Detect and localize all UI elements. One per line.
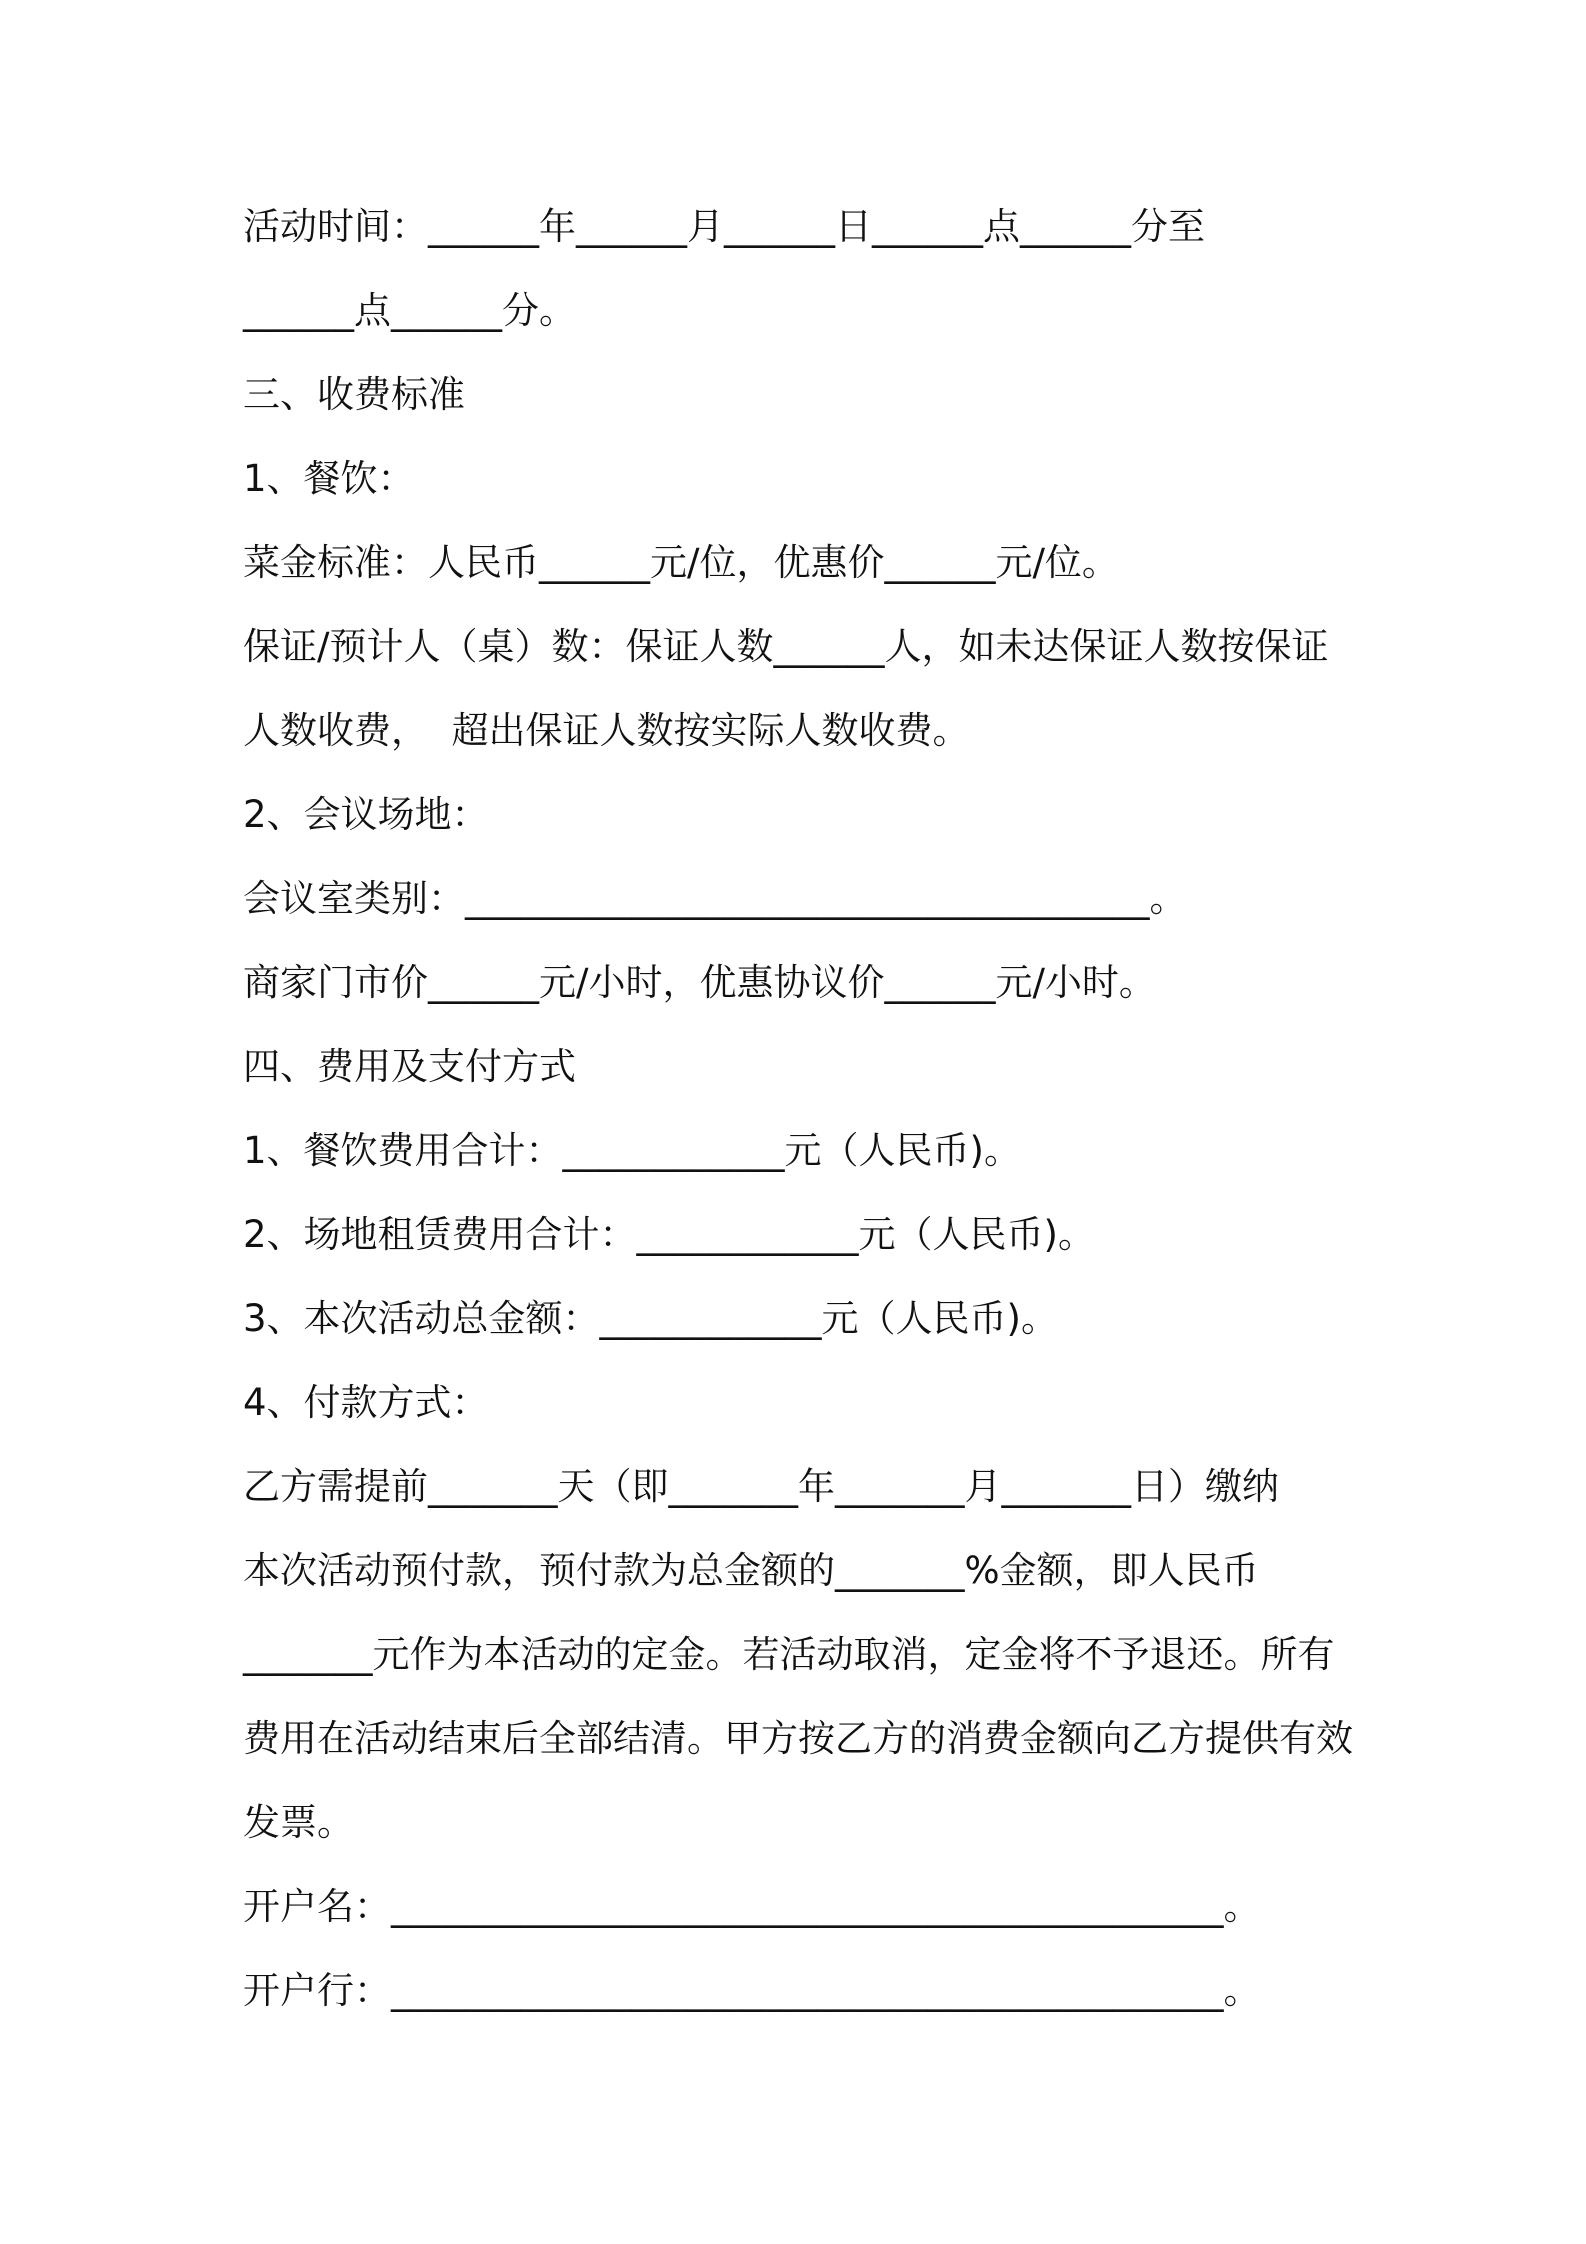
event-total-line: 3、本次活动总金额：____________元（人民币)。	[243, 1297, 1058, 1340]
meeting-room-type-line: 会议室类别：_____________________________________。	[243, 877, 1187, 920]
subheading-meeting-venue: 2、会议场地：	[243, 793, 489, 836]
room-price-line: 商家门市价______元/小时，优惠协议价______元/小时。	[243, 961, 1156, 1004]
account-name-line: 开户名：_____________________________________________。	[243, 1885, 1261, 1928]
activity-time-end-line: ______点______分。	[243, 289, 576, 332]
bank-name-line: 开户行：_____________________________________________。	[243, 1969, 1261, 2012]
venue-total-line: 2、场地租赁费用合计：____________元（人民币)。	[243, 1213, 1095, 1256]
subheading-catering: 1、餐饮：	[243, 457, 415, 500]
guarantee-count-line: 保证/预计人（桌）数：保证人数______人，如未达保证人数按保证	[243, 625, 1329, 668]
guarantee-count-line-cont: 人数收费， 超出保证人数按实际人数收费。	[243, 709, 970, 752]
payment-paragraph-line-3: _______元作为本活动的定金。若活动取消，定金将不予退还。所有	[243, 1633, 1335, 1676]
section-heading-fees: 三、收费标准	[243, 373, 465, 416]
payment-paragraph-line-5: 发票。	[243, 1801, 354, 1844]
payment-paragraph-line-1: 乙方需提前_______天（即_______年_______月_______日）缴纳	[243, 1465, 1279, 1508]
payment-paragraph-line-2: 本次活动预付款，预付款为总金额的_______%金额，即人民币	[243, 1549, 1259, 1592]
catering-total-line: 1、餐饮费用合计：____________元（人民币)。	[243, 1129, 1021, 1172]
activity-time-line: 活动时间：______年______月______日______点______分至	[243, 205, 1205, 248]
subheading-payment-method: 4、付款方式：	[243, 1381, 489, 1424]
section-heading-payment: 四、费用及支付方式	[243, 1045, 576, 1088]
menu-price-line: 菜金标准：人民币______元/位，优惠价______元/位。	[243, 541, 1119, 584]
payment-paragraph-line-4: 费用在活动结束后全部结清。甲方按乙方的消费金额向乙方提供有效	[243, 1717, 1353, 1760]
